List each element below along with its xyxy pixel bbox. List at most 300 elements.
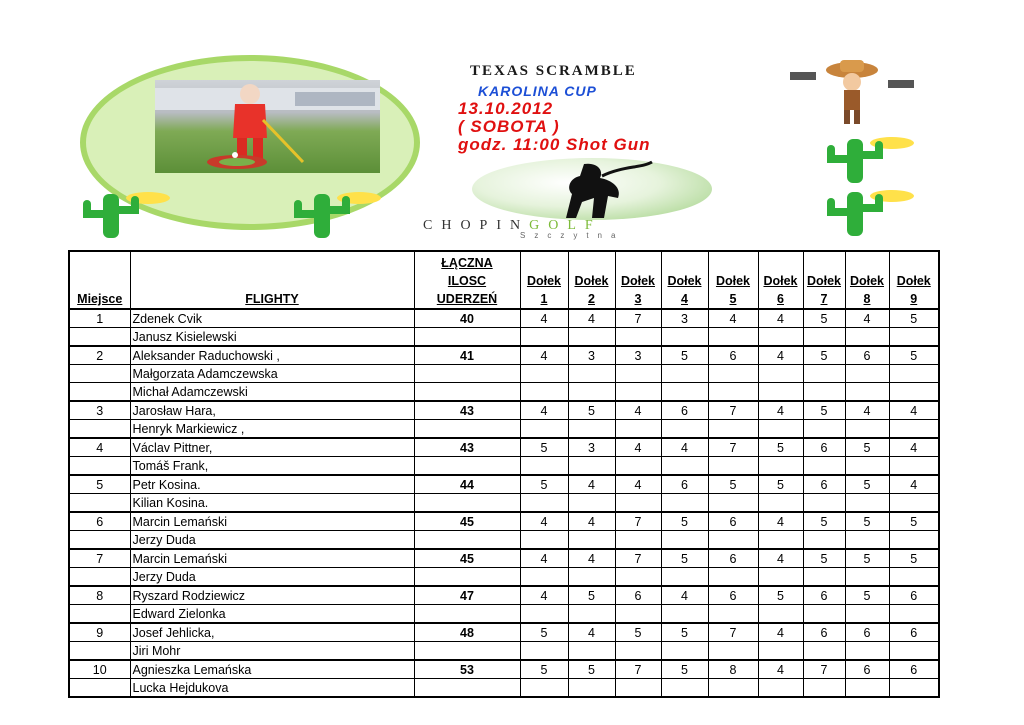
hole-score-cell	[661, 494, 708, 513]
header-hole-6: Dołek 6	[758, 251, 803, 309]
hole-score-cell	[803, 494, 845, 513]
hole-score-cell: 6	[889, 660, 939, 679]
hole-score-cell: 6	[845, 623, 889, 642]
player-name-cell: Małgorzata Adamczewska	[130, 365, 414, 383]
table-row	[69, 438, 939, 457]
place-cell: 9	[69, 623, 130, 642]
hole-score-cell	[615, 605, 661, 624]
place-cell: 10	[69, 660, 130, 679]
hole-score-cell: 5	[758, 586, 803, 605]
header-hole-7: Dołek 7	[803, 251, 845, 309]
hole-score-cell: 3	[568, 438, 615, 457]
hole-score-cell	[708, 420, 758, 439]
player-name-cell: Henryk Markiewicz ,	[130, 420, 414, 439]
player-name-cell: Michał Adamczewski	[130, 383, 414, 402]
hole-score-cell: 4	[615, 475, 661, 494]
place-cell	[69, 420, 130, 439]
hole-score-cell: 5	[845, 475, 889, 494]
table-row	[69, 623, 939, 642]
event-cup-name: KAROLINA CUP	[478, 83, 597, 99]
hole-score-cell	[520, 642, 568, 661]
hole-score-cell	[568, 457, 615, 476]
hole-score-cell: 6	[708, 512, 758, 531]
hole-score-cell	[845, 568, 889, 587]
hole-score-cell	[889, 328, 939, 347]
hole-score-cell	[708, 642, 758, 661]
hole-score-cell	[568, 383, 615, 402]
header-hole-5: Dołek 5	[708, 251, 758, 309]
hole-score-cell	[758, 365, 803, 383]
table-row	[69, 346, 939, 365]
hole-score-cell: 3	[615, 346, 661, 365]
hole-score-cell: 4	[520, 586, 568, 605]
hole-score-cell	[803, 605, 845, 624]
hole-score-cell	[520, 605, 568, 624]
hole-score-cell: 4	[520, 346, 568, 365]
total-strokes-cell	[414, 494, 520, 513]
hole-score-cell	[889, 457, 939, 476]
hole-score-cell	[661, 679, 708, 698]
hole-score-cell	[845, 679, 889, 698]
hole-score-cell	[803, 365, 845, 383]
hole-score-cell	[661, 531, 708, 550]
hole-score-cell: 5	[568, 660, 615, 679]
total-strokes-cell	[414, 420, 520, 439]
total-strokes-cell: 43	[414, 401, 520, 420]
hole-score-cell	[615, 365, 661, 383]
hole-score-cell: 6	[803, 623, 845, 642]
hole-score-cell	[520, 420, 568, 439]
hole-score-cell: 4	[520, 401, 568, 420]
hole-score-cell	[708, 605, 758, 624]
total-strokes-cell: 47	[414, 586, 520, 605]
hole-score-cell	[708, 328, 758, 347]
hole-score-cell: 7	[615, 512, 661, 531]
hole-score-cell: 6	[661, 475, 708, 494]
player-name-cell: Marcin Lemański	[130, 549, 414, 568]
cactus-icon	[73, 190, 173, 245]
player-name-cell: Edward Zielonka	[130, 605, 414, 624]
hole-score-cell	[845, 328, 889, 347]
hole-score-cell	[845, 605, 889, 624]
hole-score-cell	[758, 642, 803, 661]
hole-score-cell	[661, 420, 708, 439]
hole-score-cell: 5	[520, 623, 568, 642]
hole-score-cell	[708, 679, 758, 698]
player-name-cell: Jarosław Hara,	[130, 401, 414, 420]
hole-score-cell	[520, 365, 568, 383]
hole-score-cell: 4	[845, 401, 889, 420]
hole-score-cell	[758, 457, 803, 476]
player-name-cell: Kilian Kosina.	[130, 494, 414, 513]
hole-score-cell	[803, 568, 845, 587]
hole-score-cell	[845, 531, 889, 550]
hole-score-cell: 7	[708, 401, 758, 420]
hole-score-cell: 5	[845, 586, 889, 605]
hole-score-cell	[661, 568, 708, 587]
hole-score-cell: 4	[661, 438, 708, 457]
header-hole-2: Dołek 2	[568, 251, 615, 309]
place-cell: 8	[69, 586, 130, 605]
hole-score-cell	[568, 328, 615, 347]
total-strokes-cell	[414, 328, 520, 347]
event-date: 13.10.2012	[458, 99, 554, 118]
hole-score-cell	[845, 642, 889, 661]
total-strokes-cell: 43	[414, 438, 520, 457]
player-name-cell: Petr Kosina.	[130, 475, 414, 494]
hole-score-cell: 5	[520, 475, 568, 494]
place-cell	[69, 328, 130, 347]
hole-score-cell: 6	[661, 401, 708, 420]
hole-score-cell: 6	[803, 475, 845, 494]
hole-score-cell: 4	[615, 401, 661, 420]
hole-score-cell	[803, 642, 845, 661]
total-strokes-cell	[414, 605, 520, 624]
hole-score-cell	[568, 642, 615, 661]
hole-score-cell: 7	[615, 549, 661, 568]
hole-score-cell: 6	[845, 346, 889, 365]
hole-score-cell	[615, 420, 661, 439]
player-name-cell: Aleksander Raduchowski ,	[130, 346, 414, 365]
hole-score-cell: 5	[803, 512, 845, 531]
hole-score-cell: 3	[661, 309, 708, 328]
event-title: TEXAS SCRAMBLE	[470, 63, 637, 79]
total-strokes-cell	[414, 568, 520, 587]
hole-score-cell	[803, 328, 845, 347]
table-row	[69, 586, 939, 605]
hole-score-cell: 4	[520, 309, 568, 328]
hole-score-cell	[568, 605, 615, 624]
hole-score-cell: 7	[615, 660, 661, 679]
place-cell	[69, 494, 130, 513]
hole-score-cell	[845, 420, 889, 439]
player-name-cell: Josef Jehlicka,	[130, 623, 414, 642]
table-row	[69, 660, 939, 679]
total-strokes-cell	[414, 457, 520, 476]
hole-score-cell: 6	[889, 586, 939, 605]
table-row	[69, 642, 939, 661]
hole-score-cell: 4	[520, 549, 568, 568]
hole-score-cell: 5	[520, 660, 568, 679]
player-name-cell: Lucka Hejdukova	[130, 679, 414, 698]
hole-score-cell: 4	[520, 512, 568, 531]
results-table	[68, 250, 940, 698]
hole-score-cell	[708, 457, 758, 476]
hole-score-cell	[889, 531, 939, 550]
table-row	[69, 531, 939, 550]
hole-score-cell	[520, 457, 568, 476]
hole-score-cell: 5	[889, 309, 939, 328]
hole-score-cell	[568, 420, 615, 439]
hole-score-cell: 5	[520, 438, 568, 457]
table-row	[69, 328, 939, 347]
hole-score-cell	[845, 383, 889, 402]
hole-score-cell	[803, 383, 845, 402]
place-cell	[69, 531, 130, 550]
place-cell: 3	[69, 401, 130, 420]
header-place: Miejsce	[69, 251, 130, 309]
hole-score-cell: 6	[845, 660, 889, 679]
place-cell: 7	[69, 549, 130, 568]
hole-score-cell: 5	[708, 475, 758, 494]
hole-score-cell	[889, 365, 939, 383]
place-cell: 1	[69, 309, 130, 328]
hole-score-cell	[803, 420, 845, 439]
hole-score-cell: 4	[568, 623, 615, 642]
hole-score-cell: 5	[889, 549, 939, 568]
hole-score-cell	[758, 383, 803, 402]
table-row	[69, 679, 939, 698]
hole-score-cell	[661, 328, 708, 347]
hole-score-cell: 4	[758, 623, 803, 642]
hole-score-cell	[615, 457, 661, 476]
cowboy-icon	[790, 58, 915, 133]
hole-score-cell: 4	[845, 309, 889, 328]
place-cell: 5	[69, 475, 130, 494]
hole-score-cell	[520, 679, 568, 698]
hole-score-cell: 4	[568, 549, 615, 568]
hole-score-cell: 6	[803, 586, 845, 605]
brand-logo-text: CHOPINGOLF	[423, 218, 602, 233]
hole-score-cell	[845, 494, 889, 513]
player-name-cell: Václav Pittner,	[130, 438, 414, 457]
hole-score-cell	[615, 679, 661, 698]
child-golfer-photo	[155, 80, 380, 173]
hole-score-cell	[568, 568, 615, 587]
hole-score-cell: 5	[661, 512, 708, 531]
hole-score-cell	[889, 568, 939, 587]
event-time: godz. 11:00 Shot Gun	[458, 135, 651, 154]
total-strokes-cell	[414, 642, 520, 661]
hole-score-cell: 8	[708, 660, 758, 679]
hole-score-cell: 7	[615, 309, 661, 328]
hole-score-cell: 5	[803, 549, 845, 568]
brand-subtitle: Szczytna	[520, 231, 625, 240]
hole-score-cell	[568, 365, 615, 383]
player-name-cell: Zdenek Cvik	[130, 309, 414, 328]
hole-score-cell: 5	[661, 623, 708, 642]
golfer-silhouette-icon	[472, 158, 712, 220]
hole-score-cell	[708, 531, 758, 550]
player-name-cell: Tomáš Frank,	[130, 457, 414, 476]
hole-score-cell	[615, 568, 661, 587]
hole-score-cell: 4	[708, 309, 758, 328]
hole-score-cell	[520, 568, 568, 587]
place-cell	[69, 383, 130, 402]
hole-score-cell	[889, 679, 939, 698]
total-strokes-cell: 41	[414, 346, 520, 365]
hole-score-cell: 4	[758, 401, 803, 420]
hole-score-cell: 5	[845, 549, 889, 568]
hole-score-cell: 4	[889, 401, 939, 420]
table-row	[69, 365, 939, 383]
hole-score-cell	[568, 494, 615, 513]
place-cell	[69, 642, 130, 661]
hole-score-cell	[845, 365, 889, 383]
place-cell	[69, 679, 130, 698]
hole-score-cell: 5	[615, 623, 661, 642]
player-name-cell: Marcin Lemański	[130, 512, 414, 531]
hole-score-cell: 5	[803, 309, 845, 328]
total-strokes-cell: 45	[414, 549, 520, 568]
header-hole-3: Dołek 3	[615, 251, 661, 309]
table-row	[69, 401, 939, 420]
hole-score-cell: 4	[889, 438, 939, 457]
hole-score-cell: 7	[708, 623, 758, 642]
hole-score-cell	[661, 642, 708, 661]
hole-score-cell: 4	[889, 475, 939, 494]
total-strokes-cell: 40	[414, 309, 520, 328]
hole-score-cell	[845, 457, 889, 476]
place-cell	[69, 365, 130, 383]
place-cell: 4	[69, 438, 130, 457]
hole-score-cell: 4	[758, 346, 803, 365]
hole-score-cell	[568, 531, 615, 550]
hole-score-cell	[520, 328, 568, 347]
hole-score-cell: 6	[803, 438, 845, 457]
hole-score-cell: 4	[568, 512, 615, 531]
header-hole-8: Dołek 8	[845, 251, 889, 309]
hole-score-cell: 4	[568, 309, 615, 328]
place-cell	[69, 457, 130, 476]
hole-score-cell	[708, 365, 758, 383]
golf-ball-logo	[472, 158, 712, 220]
hole-score-cell: 5	[661, 346, 708, 365]
event-day: ( SOBOTA )	[458, 117, 560, 136]
hole-score-cell	[568, 679, 615, 698]
hole-score-cell: 7	[803, 660, 845, 679]
hole-score-cell	[520, 531, 568, 550]
place-cell	[69, 605, 130, 624]
hole-score-cell: 5	[845, 438, 889, 457]
total-strokes-cell	[414, 383, 520, 402]
cactus-icon	[817, 135, 917, 190]
hole-score-cell	[758, 328, 803, 347]
hole-score-cell	[889, 420, 939, 439]
event-date-block	[458, 100, 651, 154]
total-strokes-cell: 48	[414, 623, 520, 642]
hole-score-cell	[520, 383, 568, 402]
hole-score-cell	[708, 383, 758, 402]
hole-score-cell	[803, 531, 845, 550]
header-hole-4: Dołek 4	[661, 251, 708, 309]
hole-score-cell: 5	[758, 438, 803, 457]
hole-score-cell: 7	[708, 438, 758, 457]
hole-score-cell	[758, 494, 803, 513]
table-row	[69, 512, 939, 531]
table-header-row	[69, 251, 939, 309]
table-row	[69, 475, 939, 494]
player-name-cell: Jerzy Duda	[130, 531, 414, 550]
player-name-cell: Agnieszka Lemańska	[130, 660, 414, 679]
player-name-cell: Jerzy Duda	[130, 568, 414, 587]
total-strokes-cell: 45	[414, 512, 520, 531]
hole-score-cell: 5	[661, 660, 708, 679]
hole-score-cell	[889, 494, 939, 513]
hole-score-cell	[520, 494, 568, 513]
table-row	[69, 568, 939, 587]
total-strokes-cell	[414, 365, 520, 383]
place-cell	[69, 568, 130, 587]
table-row	[69, 457, 939, 476]
hole-score-cell: 4	[758, 549, 803, 568]
header-hole-1: Dołek 1	[520, 251, 568, 309]
hole-score-cell	[889, 605, 939, 624]
table-row	[69, 494, 939, 513]
hole-score-cell	[615, 494, 661, 513]
header-total: ŁĄCZNA ILOSC UDERZEŃ	[414, 251, 520, 309]
header-flights: FLIGHTY	[130, 251, 414, 309]
hole-score-cell	[758, 420, 803, 439]
hole-score-cell: 6	[708, 549, 758, 568]
hole-score-cell: 5	[845, 512, 889, 531]
hole-score-cell	[661, 605, 708, 624]
hole-score-cell: 3	[568, 346, 615, 365]
player-name-cell: Jiri Mohr	[130, 642, 414, 661]
cactus-icon	[817, 188, 917, 243]
hole-score-cell	[661, 457, 708, 476]
hole-score-cell	[758, 679, 803, 698]
table-row	[69, 383, 939, 402]
hole-score-cell: 5	[889, 512, 939, 531]
place-cell: 2	[69, 346, 130, 365]
total-strokes-cell: 53	[414, 660, 520, 679]
hole-score-cell	[661, 383, 708, 402]
hole-score-cell	[661, 365, 708, 383]
hole-score-cell	[889, 642, 939, 661]
player-name-cell: Janusz Kisielewski	[130, 328, 414, 347]
hole-score-cell: 4	[758, 660, 803, 679]
hole-score-cell: 4	[758, 512, 803, 531]
table-row	[69, 309, 939, 328]
hole-score-cell	[708, 568, 758, 587]
total-strokes-cell	[414, 531, 520, 550]
hole-score-cell	[615, 383, 661, 402]
hole-score-cell	[708, 494, 758, 513]
hole-score-cell: 4	[758, 309, 803, 328]
place-cell: 6	[69, 512, 130, 531]
table-row	[69, 605, 939, 624]
total-strokes-cell: 44	[414, 475, 520, 494]
hole-score-cell: 5	[803, 401, 845, 420]
player-name-cell: Ryszard Rodziewicz	[130, 586, 414, 605]
hole-score-cell	[758, 605, 803, 624]
hole-score-cell: 4	[568, 475, 615, 494]
hole-score-cell: 5	[803, 346, 845, 365]
hole-score-cell	[615, 328, 661, 347]
hole-score-cell: 5	[568, 401, 615, 420]
hole-score-cell	[615, 531, 661, 550]
hole-score-cell	[803, 679, 845, 698]
hole-score-cell: 4	[615, 438, 661, 457]
hole-score-cell	[889, 383, 939, 402]
hole-score-cell: 4	[661, 586, 708, 605]
hole-score-cell: 6	[708, 346, 758, 365]
total-strokes-cell	[414, 679, 520, 698]
cactus-icon	[284, 190, 384, 245]
hole-score-cell: 6	[889, 623, 939, 642]
hole-score-cell: 5	[568, 586, 615, 605]
table-row	[69, 549, 939, 568]
header-hole-9: Dołek 9	[889, 251, 939, 309]
hole-score-cell: 6	[708, 586, 758, 605]
hole-score-cell: 5	[889, 346, 939, 365]
hole-score-cell	[803, 457, 845, 476]
hole-score-cell: 5	[661, 549, 708, 568]
hole-score-cell	[758, 531, 803, 550]
hole-score-cell: 6	[615, 586, 661, 605]
hole-score-cell	[615, 642, 661, 661]
